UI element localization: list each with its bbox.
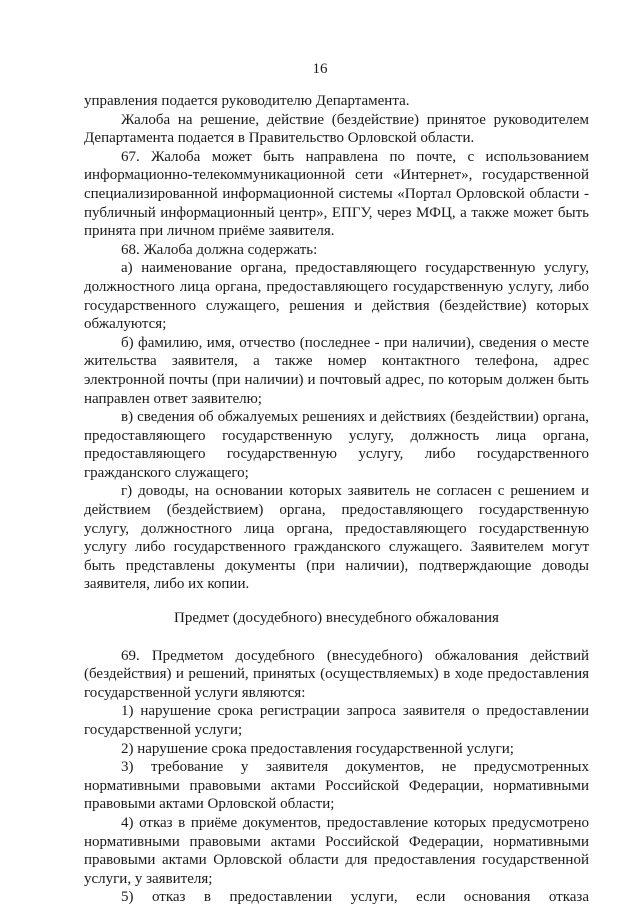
paragraph-item-67: 67. Жалоба может быть направлена по почте, с использованием информационно-телекоммуникационной сети «Интернет», государственной специализированной информационной системы «Портал Орловской области - публичный информационный центр», ЕПГУ, через МФЦ, а также может быть принята при личном приёме заявителя. — [84, 148, 589, 240]
paragraph: Жалоба на решение, действие (бездействие) принятое руководителем Департамента подается в Правительство Орловской области. — [84, 111, 589, 147]
list-item: а) наименование органа, предоставляющего государственную услугу, должностного лица органа, предоставляющего государственную услугу, либо государственного служащего, решения и действия (бездействие) которых обжалуются; — [84, 260, 589, 333]
list-item: 4) отказ в приёме документов, предоставление которых предусмотрено нормативными правовыми актами Российской Федерации, нормативными правовыми актами Орловской области для предоставления государственной услуги, у заявителя; — [84, 814, 589, 887]
document-body — [84, 92, 589, 907]
paragraph-item-69: 69. Предметом досудебного (внесудебного) обжалования действий (бездействия) и решений, принятых (осуществляемых) в ходе предоставления государственной услуги являются: — [84, 647, 589, 701]
paragraph: управления подается руководителю Департамента. — [84, 93, 410, 109]
list-item: 1) нарушение срока регистрации запроса заявителя о предоставлении государственной услуги; — [84, 703, 589, 738]
list-item: в) сведения об обжалуемых решениях и действиях (бездействии) органа, предоставляющего государственную услугу, должность лица органа, предоставляющего государственную услугу, либо государственного гражданского служащего; — [84, 409, 589, 481]
list-item: 3) требование у заявителя документов, не предусмотренных нормативными правовыми актами Российской Федерации, нормативными правовыми актами Орловской области; — [84, 759, 589, 813]
list-item: 5) отказ в предоставлении услуги, если основания отказа — [121, 889, 589, 906]
section-heading: Предмет (досудебного) внесудебного обжалования — [174, 610, 499, 627]
paragraph-item-68: 68. Жалоба должна содержать: — [121, 241, 318, 258]
page-number: 16 — [312, 61, 328, 77]
list-item: 2) нарушение срока предоставления государственной услуги; — [121, 740, 514, 757]
list-item: г) доводы, на основании которых заявитель не согласен с решением и действием (бездействием) органа, предоставляющего государственную услугу, должностного лица органа, предоставляющего государственную услугу либо государственного гражданского служащего. Заявителем могут быть представлены документы (при наличии), подтверждающие доводы заявителя, либо их копии. — [84, 483, 589, 593]
list-item: б) фамилию, имя, отчество (последнее - при наличии), сведения о месте жительства заявителя, а также номер контактного телефона, адрес электронной почты (при наличии) и почтовый адрес, по которым должен быть направлен ответ заявителю; — [84, 334, 589, 407]
